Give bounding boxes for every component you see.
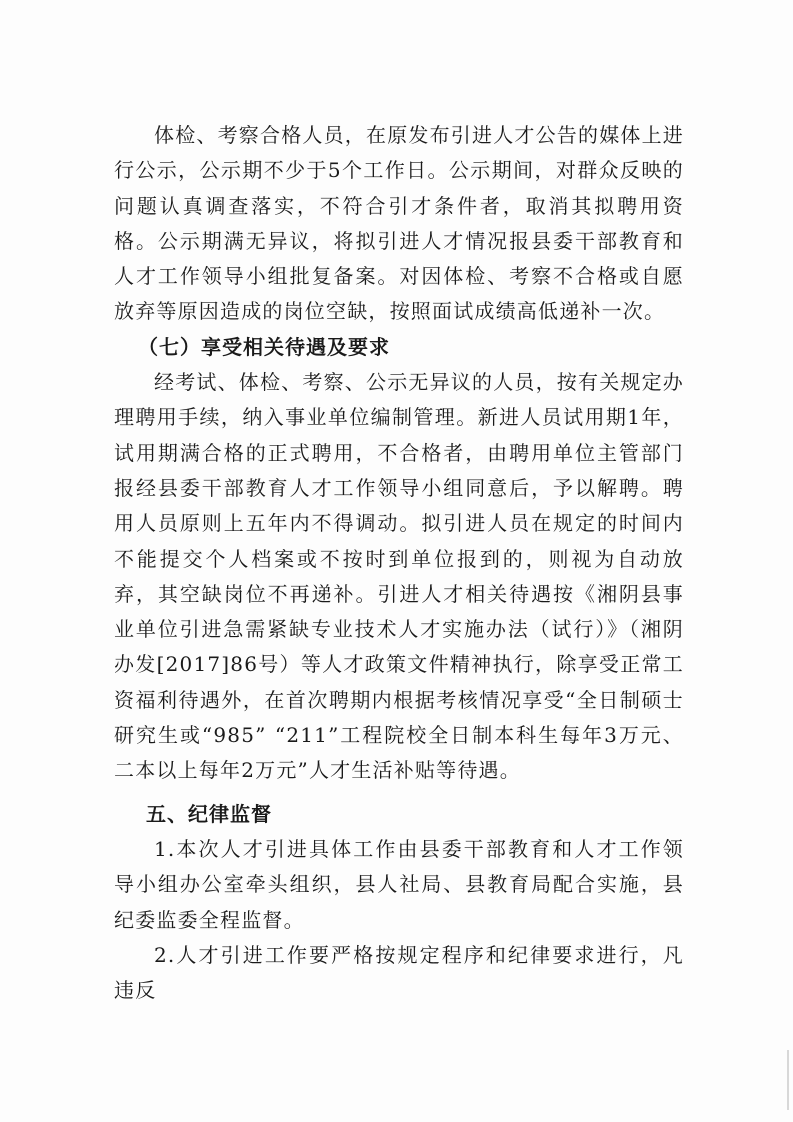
paragraph-benefits-requirements: 经考试、体检、考察、公示无异议的人员，按有关规定办理聘用手续，纳入事业单位编制管理。新进人员试用期1年，试用期满合格的正式聘用，不合格者，由聘用单位主管部门报经县委干部教育人才工作领导小组同意后，予以解聘。聘用人员原则上五年内不得调动。拟引进人员在规定的时间内不能提交个人档案或不按时到单位报到的，则视为自动放弃，其空缺岗位不再递补。引进人才相关待遇按《湘阴县事业单位引进急需紧缺专业技术人才实施办法（试行）》（湘阴办发[2017]86号）等人才政策文件精神执行，除享受正常工资福利待遇外，在首次聘期内根据考核情况享受“全日制硕士研究生或“985” “211”工程院校全日制本科生每年3万元、二本以上每年2万元”人才生活补贴等待遇。: [114, 370, 684, 783]
paragraph-discipline-1: 1.本次人才引进具体工作由县委干部教育和人才工作领导小组办公室牵头组织，县人社局、县教育局配合实施，县纪委监委全程监督。: [114, 836, 684, 932]
document-body: [114, 118, 684, 1008]
section-heading-discipline: 五、纪律监督: [146, 801, 272, 826]
subheading-benefits: （七）享受相关待遇及要求: [138, 334, 390, 359]
scan-edge-mark: [787, 1050, 789, 1110]
paragraph-discipline-2: 2.人才引进工作要严格按规定程序和纪律要求进行，凡违反: [114, 942, 684, 1003]
paragraph-public-notice: 体检、考察合格人员，在原发布引进人才公告的媒体上进行公示，公示期不少于5个工作日。公示期间，对群众反映的问题认真调查落实，不符合引才条件者，取消其拟聘用资格。公示期满无异议，将拟引进人才情况报县委干部教育和人才工作领导小组批复备案。对因体检、考察不合格或自愿放弃等原因造成的岗位空缺，按照面试成绩高低递补一次。: [114, 123, 684, 324]
